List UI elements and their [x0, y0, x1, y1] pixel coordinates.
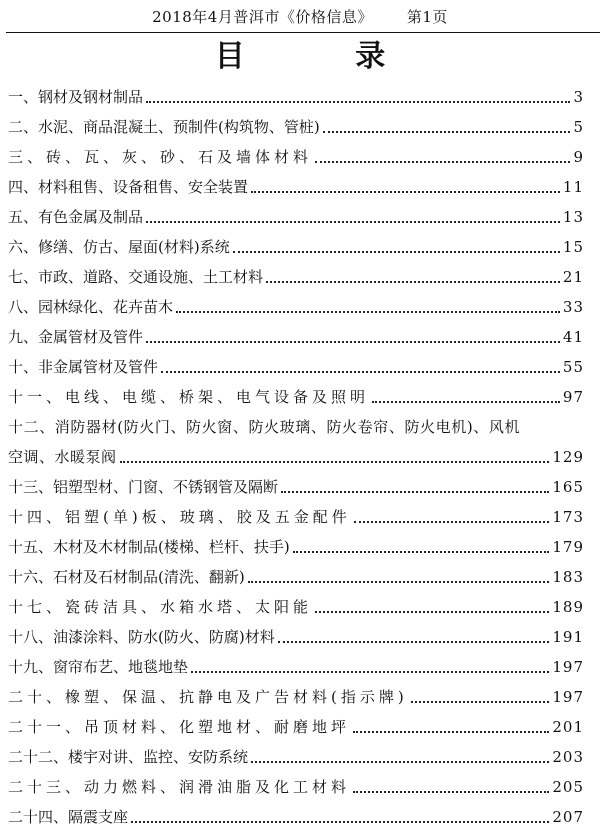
toc-entry-page: 197 — [552, 658, 584, 676]
toc-entry-ceiling[interactable] — [8, 710, 584, 740]
toc-entry-page: 15 — [562, 238, 584, 256]
toc-entry-page: 5 — [573, 118, 584, 136]
toc-entry-page: 205 — [552, 778, 584, 796]
toc-entry-aluminum-windows[interactable] — [8, 470, 584, 500]
toc-entry-nonferrous[interactable] — [8, 200, 584, 230]
toc-entry-aluminum-panels[interactable] — [8, 500, 584, 530]
toc-entry-security[interactable] — [8, 740, 584, 770]
dot-leader — [315, 161, 570, 163]
dot-leader — [251, 191, 560, 193]
toc-entry-page: 11 — [562, 178, 584, 196]
toc-entry-page: 203 — [552, 748, 584, 766]
toc-entry-brick-tile[interactable] — [8, 140, 584, 170]
toc-entry-label: 七、市政、道路、交通设施、土工材料 — [8, 268, 264, 286]
toc-entry-steel[interactable] — [8, 80, 584, 110]
dot-leader — [251, 761, 549, 763]
toc-entry-label: 五、有色金属及制品 — [8, 208, 144, 226]
toc-entry-label: 十八、油漆涂料、防水(防火、防腐)材料 — [8, 628, 275, 646]
dot-leader — [315, 611, 549, 613]
toc-entry-label: 八、园林绿化、花卉苗木 — [8, 298, 174, 316]
publication-title: 2018年4月普洱市《价格信息》 — [152, 8, 373, 26]
toc-entry-page: 33 — [562, 298, 584, 316]
toc-entry-label: 四、材料租售、设备租售、安全装置 — [8, 178, 249, 196]
dot-leader — [372, 401, 560, 403]
toc-entry-label: 九、金属管材及管件 — [8, 328, 144, 346]
toc-entry-label: 十二、消防器材(防火门、防火窗、防火玻璃、防火卷帘、防火电机)、风机 — [8, 418, 521, 436]
toc-entry-page: 55 — [562, 358, 584, 376]
toc-entry-label: 二十三、动力燃料、润滑油脂及化工材料 — [8, 778, 351, 796]
toc-entry-page: 165 — [552, 478, 584, 496]
toc-entry-cement[interactable] — [8, 110, 584, 140]
dot-leader — [353, 731, 549, 733]
running-header — [0, 7, 600, 27]
toc-entry-page: 191 — [552, 628, 584, 646]
toc-entry-metal-pipes[interactable] — [8, 320, 584, 350]
toc-entry-label: 二、水泥、商品混凝土、预制件(构筑物、管桩) — [8, 118, 320, 136]
toc-entry-page: 13 — [562, 208, 584, 226]
dot-leader — [146, 341, 560, 343]
toc-entry-page: 9 — [573, 148, 584, 166]
dot-leader — [176, 311, 560, 313]
dot-leader — [411, 701, 550, 703]
dot-leader — [281, 491, 549, 493]
toc-entry-label: 十九、窗帘布艺、地毯地垫 — [8, 658, 189, 676]
toc-entry-page: 129 — [552, 448, 584, 466]
dot-leader — [146, 101, 570, 103]
toc-entry-insulation[interactable] — [8, 680, 584, 710]
table-of-contents — [8, 80, 584, 830]
toc-entry-restoration[interactable] — [8, 230, 584, 260]
toc-entry-label: 三、砖、瓦、灰、砂、石及墙体材料 — [8, 148, 313, 166]
toc-entry-label: 十四、铝塑(单)板、玻璃、胶及五金配件 — [8, 508, 351, 526]
toc-entry-page: 201 — [552, 718, 584, 736]
toc-entry-label: 二十一、吊顶材料、化塑地材、耐磨地坪 — [8, 718, 351, 736]
toc-entry-label: 十、非金属管材及管件 — [8, 358, 159, 376]
dot-leader — [233, 251, 560, 253]
toc-entry-label: 六、修缮、仿古、屋面(材料)系统 — [8, 238, 230, 256]
dot-leader — [191, 671, 549, 673]
toc-entry-label: 一、钢材及钢材制品 — [8, 88, 144, 106]
dot-leader — [120, 461, 550, 463]
dot-leader — [248, 581, 550, 583]
toc-entry-page: 207 — [552, 808, 584, 826]
toc-entry-page: 3 — [573, 88, 584, 106]
toc-entry-municipal[interactable] — [8, 260, 584, 290]
dot-leader — [323, 131, 571, 133]
toc-title: 目 录 — [214, 39, 436, 74]
toc-entry-label: 十五、木材及木材制品(楼梯、栏杆、扶手) — [8, 538, 290, 556]
toc-entry-label: 十三、铝塑型材、门窗、不锈钢管及隔断 — [8, 478, 279, 496]
dot-leader — [353, 791, 549, 793]
toc-entry-page: 21 — [562, 268, 584, 286]
dot-leader — [161, 371, 560, 373]
toc-entry-page: 97 — [562, 388, 584, 406]
dot-leader — [354, 521, 550, 523]
toc-entry-seismic-bearings[interactable] — [8, 800, 584, 830]
toc-entry-page: 189 — [552, 598, 584, 616]
toc-entry-landscaping[interactable] — [8, 290, 584, 320]
toc-entry-rental[interactable] — [8, 170, 584, 200]
toc-entry-label: 二十四、隔震支座 — [8, 808, 129, 826]
toc-entry-page: 41 — [562, 328, 584, 346]
toc-entry-curtains[interactable] — [8, 650, 584, 680]
toc-entry-label: 二十二、楼宇对讲、监控、安防系统 — [8, 748, 249, 766]
toc-entry-electrical[interactable] — [8, 380, 584, 410]
dot-leader — [266, 281, 560, 283]
toc-entry-timber[interactable] — [8, 530, 584, 560]
toc-entry-page: 197 — [552, 688, 584, 706]
toc-entry-fire-equipment-continued[interactable] — [8, 440, 584, 470]
toc-entry-fire-equipment[interactable] — [8, 410, 584, 440]
header-rule — [6, 32, 600, 33]
toc-entry-page: 173 — [552, 508, 584, 526]
toc-entry-label: 十一、电线、电缆、桥架、电气设备及照明 — [8, 388, 370, 406]
toc-entry-coatings[interactable] — [8, 620, 584, 650]
toc-entry-label: 十七、瓷砖洁具、水箱水塔、太阳能 — [8, 598, 313, 616]
dot-leader — [131, 821, 549, 823]
dot-leader — [278, 641, 550, 643]
dot-leader — [146, 221, 560, 223]
toc-entry-stone[interactable] — [8, 560, 584, 590]
toc-entry-fuel[interactable] — [8, 770, 584, 800]
toc-entry-label: 十六、石材及石材制品(清洗、翻新) — [8, 568, 245, 586]
toc-entry-nonmetal-pipes[interactable] — [8, 350, 584, 380]
toc-entry-label: 二十、橡塑、保温、抗静电及广告材料(指示牌) — [8, 688, 408, 706]
toc-entry-page: 179 — [552, 538, 584, 556]
toc-entry-label-continuation: 空调、水暖泵阀 — [8, 448, 117, 466]
page-number-label: 第1页 — [406, 8, 448, 26]
dot-leader — [293, 551, 550, 553]
toc-entry-page: 183 — [552, 568, 584, 586]
toc-entry-sanitary[interactable] — [8, 590, 584, 620]
